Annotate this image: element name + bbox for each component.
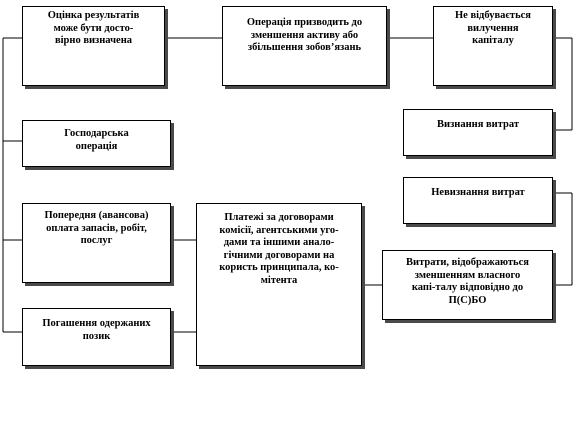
box-operation-decrease: Операція призводить до зменшення активу або збільшення зобов’язань bbox=[222, 6, 387, 86]
box-loan-repayment: Погашення одержаних позик bbox=[22, 308, 171, 366]
box-prepayment: Попередня (авансова) оплата запасів, робіт, послуг bbox=[22, 203, 171, 283]
box-commission-payments: Платежі за договорами комісії, агентськими уго- дами та іншими анало- гічними договорами на користь принципала, ко- мітента bbox=[196, 203, 362, 366]
box-economic-operation: Господарська операція bbox=[22, 120, 171, 167]
box-expenses-reflected: Витрати, відображаються зменшенням власного капі-талу відповідно до П(С)БО bbox=[382, 250, 553, 320]
box-non-recognition: Невизнання витрат bbox=[403, 177, 553, 224]
box-expense-recognition: Визнання витрат bbox=[403, 109, 553, 156]
box-assessment: Оцінка результатів може бути досто- вірно визначена bbox=[22, 6, 165, 86]
box-no-capital-withdrawal: Не відбувається вилучення капіталу bbox=[433, 6, 553, 86]
